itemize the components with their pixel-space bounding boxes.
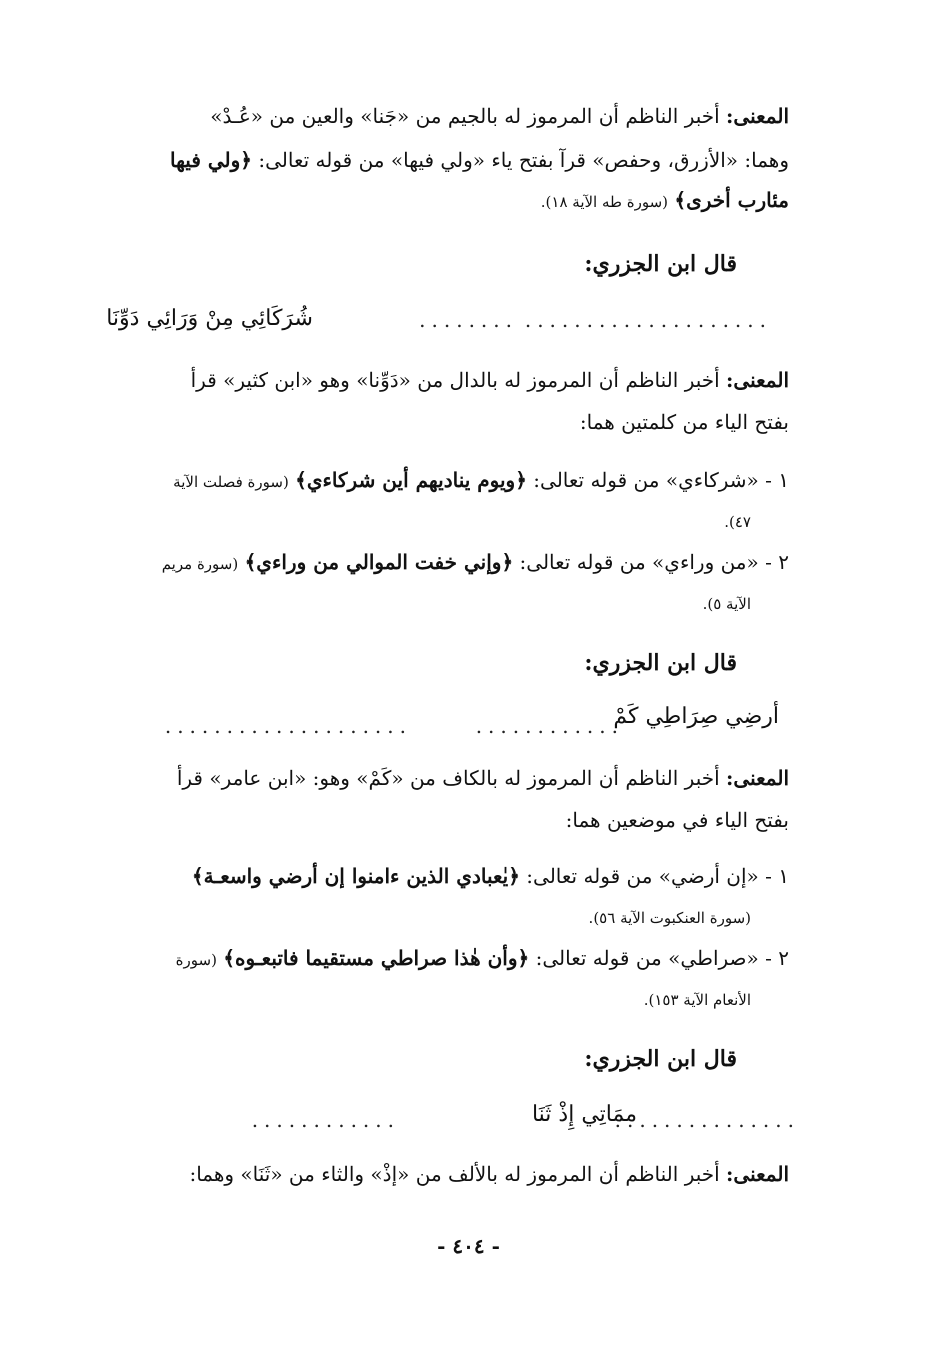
poem-verse: ممَاتِي إِذْ ثَنَا — [531, 1102, 637, 1127]
list-item-continuation — [78, 506, 751, 536]
quran-quote: مئارب أخرى﴾ — [674, 188, 789, 212]
poem-verse: شُرَكَائِي مِنْ وَرَائِي دَوِّنَا — [106, 306, 313, 331]
meaning-label: المعنى: — [726, 766, 789, 790]
surah-reference: (سورة فصلت الآية — [173, 473, 289, 491]
dotted-line: ............... — [614, 1108, 800, 1132]
item-text: «صراطي» من قوله تعالى: — [535, 946, 759, 970]
paragraph-text: أخبر الناظم أن المرموز له بالألف من «إذْ» والثاء من «ثَنَا» وهما: — [189, 1162, 720, 1186]
dotted-line: ........ — [419, 308, 518, 332]
meaning-label: المعنى: — [726, 104, 789, 128]
item-text: «شركاءي» من قوله تعالى: — [533, 468, 759, 492]
quran-quote: ﴿وأن هٰذا صراطي مستقيما فاتبعـوه﴾ — [223, 946, 530, 970]
paragraph-text: وهما: «الأزرق، وحفص» قرآ بفتح ياء «ولي فيها» من قوله تعالى: — [258, 148, 789, 172]
surah-reference: (سورة العنكبوت الآية ٥٦). — [588, 909, 751, 927]
section-heading: قال ابن الجزري: — [584, 1046, 737, 1072]
dotted-line: ............ — [251, 1108, 400, 1132]
list-item — [78, 944, 789, 974]
paragraph-text: بفتح الياء في موضعين هما: — [565, 808, 789, 832]
paragraph-line — [78, 186, 789, 216]
paragraph-line — [78, 1160, 789, 1188]
meaning-label: المعنى: — [726, 1162, 789, 1186]
list-item — [78, 466, 789, 496]
paragraph-text: بفتح الياء من كلمتين هما: — [579, 410, 789, 434]
item-text: «إن أرضي» من قوله تعالى: — [526, 864, 759, 888]
dotted-line: .................... — [524, 308, 772, 332]
quran-quote: ﴿ويوم يناديهم أين شركاءي﴾ — [295, 468, 527, 492]
quran-quote: ﴿يٰعبادي الذين ءامنوا إن أرضي واسعـة﴾ — [191, 864, 520, 888]
paragraph-line — [78, 764, 789, 792]
item-text: «من وراءي» من قوله تعالى: — [519, 550, 759, 574]
page-number: - ٤٠٤ - — [437, 1234, 500, 1258]
paragraph-text: أخبر الناظم أن المرموز له بالجيم من «جَنا» والعين من «عُـدْ» — [210, 104, 720, 128]
surah-reference: ٤٧). — [724, 513, 751, 531]
paragraph-line — [78, 408, 789, 436]
paragraph-line — [78, 146, 789, 174]
surah-reference: الآية ٥). — [702, 595, 751, 613]
list-item — [78, 548, 789, 578]
dotted-line: .................... — [164, 714, 412, 738]
list-item-continuation — [78, 984, 751, 1014]
paragraph-text: أخبر الناظم أن المرموز له بالكاف من «كَمْ» وهو: «ابن عامر» قرأ — [176, 766, 720, 790]
paragraph-line — [78, 102, 789, 130]
section-heading: قال ابن الجزري: — [584, 251, 737, 277]
item-number: ٢ - — [765, 550, 789, 574]
meaning-label: المعنى: — [726, 368, 789, 392]
list-item-continuation — [78, 588, 751, 618]
item-number: ٢ - — [765, 946, 789, 970]
list-item-continuation — [78, 902, 751, 932]
surah-reference: الأنعام الآية ١٥٣). — [643, 991, 751, 1009]
quran-quote: ﴿ولي فيها — [169, 148, 252, 172]
paragraph-text: أخبر الناظم أن المرموز له بالدال من «دَوِّنا» وهو «ابن كثير» قرأ — [190, 368, 720, 392]
dotted-line: ............ — [475, 714, 624, 738]
surah-reference: (سورة طه الآية ١٨). — [540, 193, 669, 211]
quran-quote: ﴿وإني خفت الموالي من وراءي﴾ — [244, 550, 514, 574]
item-number: ١ - — [765, 468, 789, 492]
list-item — [78, 862, 789, 890]
item-number: ١ - — [765, 864, 789, 888]
paragraph-line — [78, 366, 789, 394]
surah-reference: (سورة — [175, 951, 217, 969]
section-heading: قال ابن الجزري: — [584, 650, 737, 676]
surah-reference: (سورة مريم — [161, 555, 239, 573]
paragraph-line — [78, 806, 789, 834]
poem-verse: أرضِي صِرَاطِي كَمْ — [613, 704, 779, 729]
